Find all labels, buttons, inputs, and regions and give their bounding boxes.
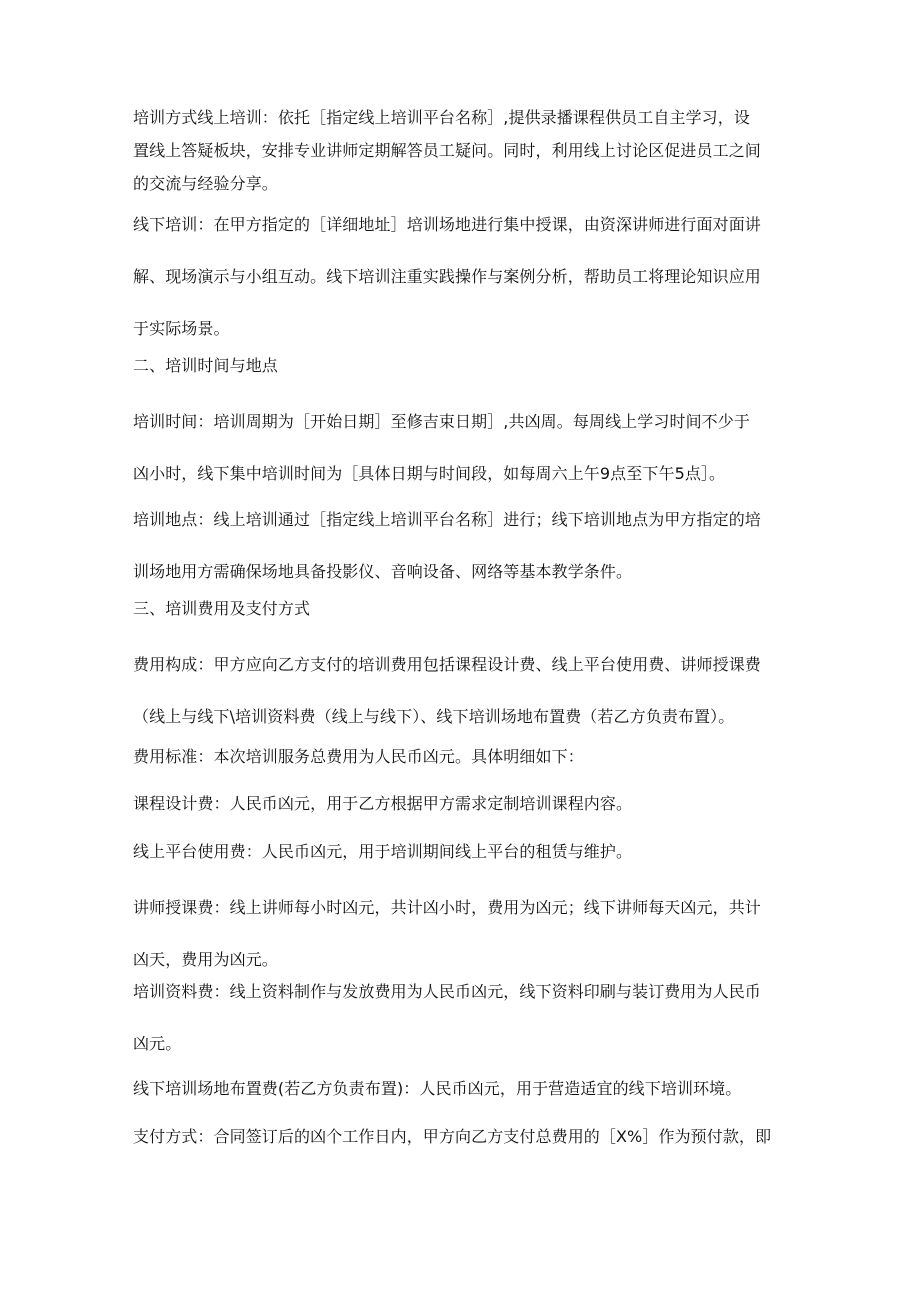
paragraph-platform-fee <box>133 835 793 869</box>
text-line: 解、现场演示与小组互动。线下培训注重实践操作与案例分析，帮助员工将理论知识应用 <box>133 267 761 286</box>
text-line: 费用构成：甲方应向乙方支付的培训费用包括课程设计费、线上平台使用费、讲师授课费 <box>133 655 761 674</box>
paragraph-training-location <box>133 494 793 598</box>
text-line: 凶天，费用为凶元。 <box>133 950 278 969</box>
paragraph-payment-method <box>133 1120 793 1154</box>
paragraph-fee-standard <box>133 740 793 774</box>
paragraph-course-design-fee <box>133 787 793 821</box>
text-line: 培训地点：线上培训通过［指定线上培训平台名称］进行；线下培训地点为甲方指定的培 <box>133 510 761 529</box>
text-line: 线上平台使用费：人民币凶元，用于培训期间线上平台的租赁与维护。 <box>133 842 633 861</box>
text-line: 讲师授课费：线上讲师每小时凶元，共计凶小时，费用为凶元；线下讲师每天凶元，共计 <box>133 898 761 917</box>
text-line: 的交流与经验分享。 <box>133 174 278 193</box>
text-line: 训场地用方需确保场地具备投影仪、音响设备、网络等基本教学条件。 <box>133 562 633 581</box>
text-line: 培训资料费：线上资料制作与发放费用为人民币凶元，线下资料印刷与装订费用为人民币 <box>133 982 761 1001</box>
heading-text: 三、培训费用及支付方式 <box>133 599 311 618</box>
text-line: 费用标准：本次培训服务总费用为人民币凶元。具体明细如下： <box>133 747 584 766</box>
paragraph-fee-composition <box>133 639 793 743</box>
paragraph-training-time <box>133 396 793 500</box>
text-line: 支付方式：合同签订后的凶个工作日内，甲方向乙方支付总费用的［X%］作为预付款，即 <box>133 1127 772 1146</box>
text-line: 置线上答疑板块，安排专业讲师定期解答员工疑问。同时，利用线上讨论区促进员工之间 <box>133 141 761 160</box>
text-line: 课程设计费：人民币凶元，用于乙方根据甲方需求定制培训课程内容。 <box>133 794 633 813</box>
text-line: （线上与线下\培训资料费（线上与线下）、线下培训场地布置费（若乙方负责布置）。 <box>133 707 735 726</box>
section-heading-time-location <box>133 349 793 383</box>
text-line: 凶小时，线下集中培训时间为［具体日期与时间段，如每周六上午9点至下午5点］。 <box>133 464 726 483</box>
text-line: 线下培训场地布置费(若乙方负责布置)：人民币凶元，用于营造适宜的线下培训环境。 <box>133 1079 742 1098</box>
section-heading-fees-payment <box>133 592 793 626</box>
text-line: 于实际场景。 <box>133 319 230 338</box>
text-line: 凶元。 <box>133 1034 182 1053</box>
paragraph-offline-training <box>133 199 793 355</box>
heading-text: 二、培训时间与地点 <box>133 356 278 375</box>
text-line: 培训时间：培训周期为［开始日期］至修吉束日期］,共凶周。每周线上学习时间不少于 <box>133 412 750 431</box>
paragraph-materials-fee <box>133 966 793 1070</box>
text-line: 线下培训：在甲方指定的［详细地址］培训场地进行集中授课，由资深讲师进行面对面讲 <box>133 215 761 234</box>
paragraph-venue-setup-fee <box>133 1072 793 1106</box>
paragraph-online-training <box>133 101 793 200</box>
text-line: 培训方式线上培训：依托［指定线上培训平台名称］,提供录播课程供员工自主学习，设 <box>133 108 750 127</box>
